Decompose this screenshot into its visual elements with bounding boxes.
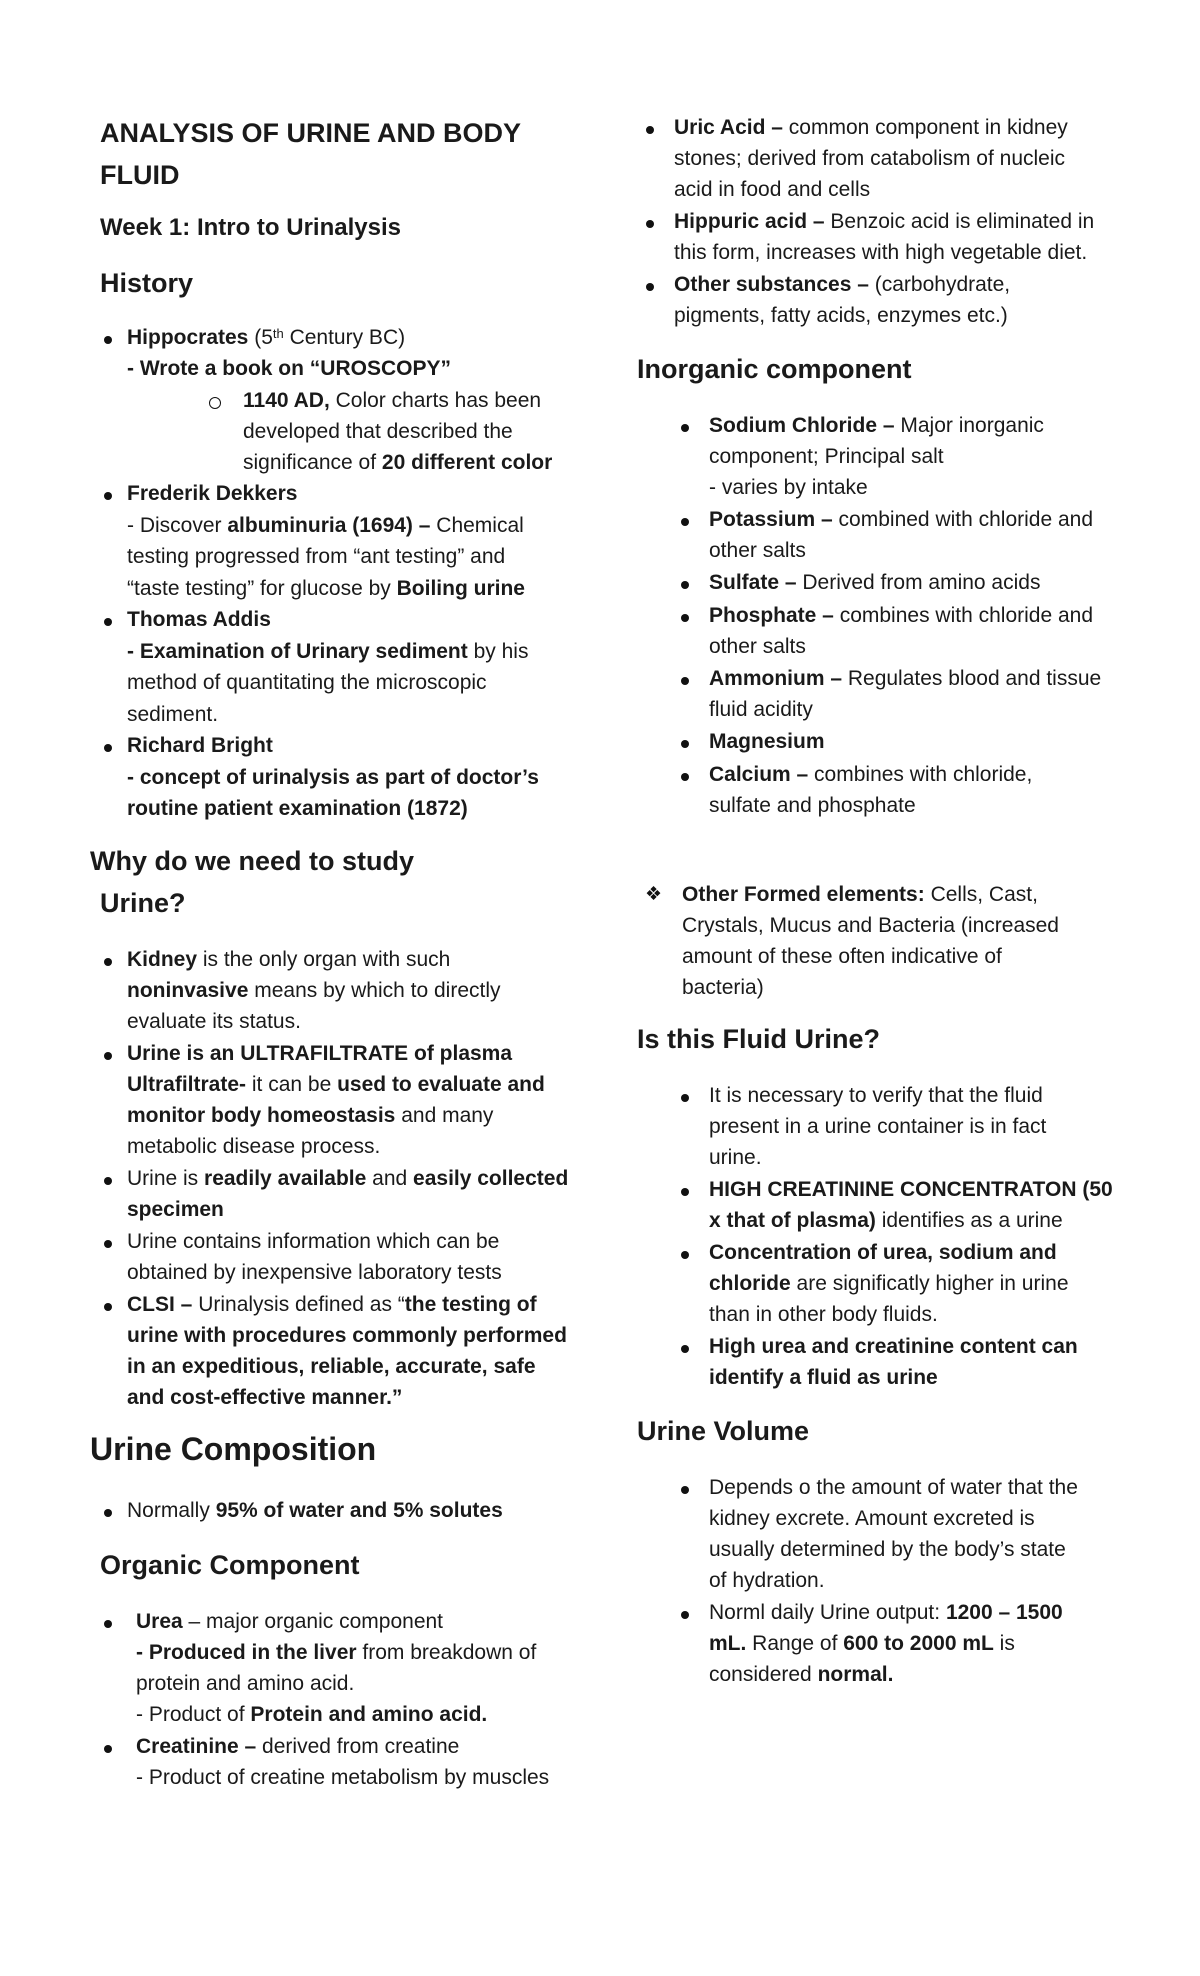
urinary-sediment: - Examination of Urinary sediment xyxy=(127,640,468,663)
bullet-icon xyxy=(104,1240,112,1248)
range-values: 600 to 2000 mL xyxy=(843,1632,994,1655)
sulfate-rest: Derived from amino acids xyxy=(796,571,1041,594)
depends-line-1: Depends o the amount of water that the xyxy=(709,1476,1078,1499)
bullet-icon xyxy=(104,1509,112,1517)
circle-bullet-icon xyxy=(209,397,221,409)
history-heading: History xyxy=(100,268,194,298)
bullet-icon xyxy=(104,958,112,966)
sodium-rest: Major inorganic xyxy=(894,414,1044,437)
formed-elements: Other Formed elements: xyxy=(682,883,925,906)
bullet-icon xyxy=(104,618,112,626)
potassium-line-2: other salts xyxy=(709,539,806,562)
uric-acid: Uric Acid – xyxy=(674,116,783,139)
hippocrates-line xyxy=(127,322,405,354)
color-chart-text: Color charts has been xyxy=(329,389,542,412)
chloride: chloride xyxy=(709,1272,791,1295)
bullet-icon xyxy=(681,424,689,432)
normal-output-line-2 xyxy=(709,1628,1015,1660)
creatinine-line-2: - Product of creatine metabolism by muscles xyxy=(136,1766,550,1789)
kidney-l2-rest: means by which to directly xyxy=(248,979,501,1002)
calcium-line-2: sulfate and phosphate xyxy=(709,794,916,817)
sodium-line-3: - varies by intake xyxy=(709,476,868,499)
hippocrates-book-line xyxy=(127,353,451,385)
bullet-icon xyxy=(646,126,654,134)
clsi-def-start: the testing of xyxy=(404,1293,537,1316)
bullet-icon xyxy=(104,1620,112,1628)
urea-line-3: protein and amino acid. xyxy=(136,1672,355,1695)
clsi: CLSI – xyxy=(127,1293,193,1316)
kidney-line-1 xyxy=(127,944,450,976)
color-chart-line-3 xyxy=(243,447,552,479)
ammonium-line-1 xyxy=(709,663,1101,695)
formed-line-3: amount of these often indicative of xyxy=(682,945,1002,968)
urea-rest: – major organic component xyxy=(182,1610,444,1633)
phosphate-line-2: other salts xyxy=(709,635,806,658)
bullet-icon xyxy=(681,1611,689,1619)
norm-pre: Norml daily Urine output: xyxy=(709,1601,946,1624)
hippocrates-name: Hippocrates xyxy=(127,326,249,349)
bullet-icon xyxy=(104,1052,112,1060)
ultrafiltrate-line-1: Urine is an ULTRAFILTRATE of plasma xyxy=(127,1042,513,1065)
urea-line-1 xyxy=(136,1606,443,1638)
normally-pre: Normally xyxy=(127,1499,216,1522)
dekkers-post: Chemical xyxy=(430,514,524,537)
boiling-urine: Boiling urine xyxy=(396,577,525,600)
clsi-line-2: urine with procedures commonly performed xyxy=(127,1324,567,1347)
readily-available: readily available xyxy=(204,1167,367,1190)
ml-unit: mL. xyxy=(709,1632,747,1655)
verify-line-1: It is necessary to verify that the fluid xyxy=(709,1084,1043,1107)
depends-line-3: usually determined by the body’s state xyxy=(709,1538,1066,1561)
norm-is: is xyxy=(993,1632,1015,1655)
uric-line-2: stones; derived from catabolism of nucleic xyxy=(674,147,1066,170)
considered: considered xyxy=(709,1663,818,1686)
year-1140: 1140 AD, xyxy=(243,389,330,412)
available-line-2: specimen xyxy=(127,1198,224,1221)
depends-line-4: of hydration. xyxy=(709,1569,825,1592)
sulfate-line xyxy=(709,567,1040,599)
creatinine-conc-line-1: HIGH CREATININE CONCENTRATON (50 xyxy=(709,1178,1113,1201)
creatinine-rest: derived from creatine xyxy=(256,1735,460,1758)
significance-pre: significance of xyxy=(243,451,382,474)
taste-testing: “taste testing” for glucose by xyxy=(127,577,397,600)
verify-line-2: present in a urine container is in fact xyxy=(709,1115,1047,1138)
bullet-icon xyxy=(104,336,112,344)
clsi-line-3: in an expeditious, reliable, accurate, safe xyxy=(127,1355,536,1378)
hippocrates-date-post: Century BC) xyxy=(283,326,406,349)
potassium-line-1 xyxy=(709,504,1093,536)
normal-output-line-3 xyxy=(709,1659,893,1691)
bullet-icon xyxy=(104,744,112,752)
color-chart-line-1 xyxy=(243,385,541,417)
urea-line-4 xyxy=(136,1699,487,1731)
ammonium-rest: Regulates blood and tissue xyxy=(842,667,1102,690)
urea-l2-rest: from breakdown of xyxy=(356,1641,537,1664)
homeostasis: monitor body homeostasis xyxy=(127,1104,396,1127)
creatinine-conc-line-2 xyxy=(709,1205,1063,1237)
formed-line-1 xyxy=(682,879,1038,911)
magnesium-line: Magnesium xyxy=(709,730,825,753)
other-line-2: pigments, fatty acids, enzymes etc.) xyxy=(674,304,1008,327)
bullet-icon xyxy=(646,220,654,228)
ultra-mid: it can be xyxy=(246,1073,338,1096)
bullet-icon xyxy=(646,283,654,291)
phosphate: Phosphate – xyxy=(709,604,834,627)
avail-mid: and xyxy=(366,1167,414,1190)
kidney-rest: is the only organ with such xyxy=(197,948,451,971)
bullet-icon xyxy=(681,740,689,748)
protein-amino: Protein and amino acid. xyxy=(250,1703,488,1726)
calcium: Calcium – xyxy=(709,763,809,786)
week-heading: Week 1: Intro to Urinalysis xyxy=(100,214,401,241)
dekkers-line-1 xyxy=(127,510,524,542)
conc-line-2 xyxy=(709,1268,1069,1300)
addis-post: by his xyxy=(467,640,529,663)
color-chart-line-2: developed that described the xyxy=(243,420,513,443)
hippocrates-date-pre: (5 xyxy=(248,326,273,349)
bullet-icon xyxy=(681,1486,689,1494)
potassium: Potassium – xyxy=(709,508,833,531)
product-pre: - Product of xyxy=(136,1703,251,1726)
clsi-line-1 xyxy=(127,1289,537,1321)
other-substances: Other substances – xyxy=(674,273,869,296)
output-range: 1200 – 1500 xyxy=(945,1601,1063,1624)
book-title: UROSCOPY” xyxy=(320,357,451,380)
produced-liver: - Produced in the liver xyxy=(136,1641,357,1664)
ultra-l3-rest: and many xyxy=(395,1104,494,1127)
bullet-icon xyxy=(681,581,689,589)
creatinine: Creatinine – xyxy=(136,1735,257,1758)
evaluate-text: used to evaluate and xyxy=(337,1073,545,1096)
bullet-icon xyxy=(681,773,689,781)
high-urea-line-1: High urea and creatinine content can xyxy=(709,1335,1078,1358)
kidney-line-2 xyxy=(127,975,501,1007)
creatinine-line-1 xyxy=(136,1731,459,1763)
inorganic-heading: Inorganic component xyxy=(637,354,912,384)
bullet-icon xyxy=(681,1251,689,1259)
composition-heading: Urine Composition xyxy=(90,1431,377,1467)
sodium-line-1 xyxy=(709,410,1044,442)
hippuric-acid: Hippuric acid – xyxy=(674,210,825,233)
available-line-1 xyxy=(127,1163,568,1195)
addis-line-2: method of quantitating the microscopic xyxy=(127,671,487,694)
hippuric-line-1 xyxy=(674,206,1094,238)
conc-line-1: Concentration of urea, sodium and xyxy=(709,1241,1057,1264)
sulfate: Sulfate – xyxy=(709,571,797,594)
ultrafiltrate-term: Ultrafiltrate- xyxy=(127,1073,247,1096)
fifty-x-plasma: x that of plasma) xyxy=(709,1209,876,1232)
clsi-rest: Urinalysis defined as “ xyxy=(192,1293,405,1316)
normally-line xyxy=(127,1495,503,1527)
high-urea-line-2: identify a fluid as urine xyxy=(709,1366,938,1389)
urea: Urea xyxy=(136,1610,183,1633)
avail-pre: Urine is xyxy=(127,1167,205,1190)
calcium-rest: combines with chloride, xyxy=(808,763,1033,786)
urea-line-2 xyxy=(136,1637,536,1669)
bullet-icon xyxy=(104,1303,112,1311)
dekkers-name: Frederik Dekkers xyxy=(127,482,298,505)
bright-line-2: routine patient examination (1872) xyxy=(127,797,468,820)
other-rest: (carbohydrate, xyxy=(868,273,1011,296)
formed-line-2: Crystals, Mucus and Bacteria (increased xyxy=(682,914,1059,937)
formed-line-4: bacteria) xyxy=(682,976,764,999)
twenty-colors: 20 different color xyxy=(381,451,553,474)
bullet-icon xyxy=(104,1745,112,1753)
doc-title-line-2: FLUID xyxy=(100,160,180,190)
bullet-icon xyxy=(681,677,689,685)
ultrafiltrate-line-3 xyxy=(127,1100,493,1132)
addis-line-3: sediment. xyxy=(127,703,219,726)
bullet-icon xyxy=(681,1094,689,1102)
info-line-2: obtained by inexpensive laboratory tests xyxy=(127,1261,502,1284)
normal-output-line-1 xyxy=(709,1597,1063,1629)
why-heading-line-2: Urine? xyxy=(100,888,186,918)
hippuric-line-2: this form, increases with high vegetable diet. xyxy=(674,241,1088,264)
conc-line-3: than in other body fluids. xyxy=(709,1303,938,1326)
dekkers-line-2: testing progressed from “ant testing” and xyxy=(127,545,506,568)
dekkers-pre: - Discover xyxy=(127,514,228,537)
kidney: Kidney xyxy=(127,948,198,971)
sodium-chloride: Sodium Chloride – xyxy=(709,414,895,437)
bullet-icon xyxy=(681,1345,689,1353)
clsi-line-4: and cost-effective manner.” xyxy=(127,1386,403,1409)
bullet-icon xyxy=(681,1188,689,1196)
potassium-rest: combined with chloride and xyxy=(832,508,1094,531)
bullet-icon xyxy=(681,518,689,526)
diamond-bullet-icon: ❖ xyxy=(645,884,663,905)
other-line-1 xyxy=(674,269,1010,301)
bright-line-1: - concept of urinalysis as part of doctor’s xyxy=(127,766,539,789)
why-heading-line-1: Why do we need to study xyxy=(90,846,415,876)
formed-rest: Cells, Cast, xyxy=(924,883,1038,906)
bullet-icon xyxy=(104,1177,112,1185)
creat-rest: identifies as a urine xyxy=(875,1209,1063,1232)
range-of: Range of xyxy=(746,1632,844,1655)
book-pre: - Wrote a book on “ xyxy=(127,357,321,380)
uric-line-1 xyxy=(674,112,1068,144)
calcium-line-1 xyxy=(709,759,1032,791)
verify-line-3: urine. xyxy=(709,1146,762,1169)
noninvasive: noninvasive xyxy=(127,979,249,1002)
phosphate-line-1 xyxy=(709,600,1093,632)
uric-rest: common component in kidney xyxy=(782,116,1068,139)
addis-line-1 xyxy=(127,636,528,668)
kidney-line-3: evaluate its status. xyxy=(127,1010,301,1033)
bullet-icon xyxy=(681,614,689,622)
bullet-icon xyxy=(104,492,112,500)
albuminuria: albuminuria (1694) – xyxy=(227,514,431,537)
ultrafiltrate-line-2 xyxy=(127,1069,545,1101)
organic-heading: Organic Component xyxy=(100,1550,360,1580)
dekkers-line-3 xyxy=(127,573,525,605)
uric-line-3: acid in food and cells xyxy=(674,178,871,201)
bright-name: Richard Bright xyxy=(127,734,273,757)
fluid-heading: Is this Fluid Urine? xyxy=(637,1024,881,1054)
info-line-1: Urine contains information which can be xyxy=(127,1230,500,1253)
doc-title-line-1: ANALYSIS OF URINE AND BODY xyxy=(100,118,522,148)
ammonium: Ammonium – xyxy=(709,667,843,690)
water-solutes: 95% of water and 5% solutes xyxy=(215,1499,503,1522)
addis-name: Thomas Addis xyxy=(127,608,271,631)
hippuric-rest: Benzoic acid is eliminated in xyxy=(824,210,1095,233)
hippocrates-date-sup: th xyxy=(272,326,284,341)
normal-word: normal. xyxy=(817,1663,894,1686)
sodium-line-2: component; Principal salt xyxy=(709,445,944,468)
depends-line-2: kidney excrete. Amount excreted is xyxy=(709,1507,1035,1530)
volume-heading: Urine Volume xyxy=(637,1416,810,1446)
easily-collected: easily collected xyxy=(413,1167,569,1190)
phosphate-rest: combines with chloride and xyxy=(833,604,1094,627)
conc-rest: are significatly higher in urine xyxy=(790,1272,1069,1295)
ammonium-line-2: fluid acidity xyxy=(709,698,813,721)
ultrafiltrate-line-4: metabolic disease process. xyxy=(127,1135,381,1158)
